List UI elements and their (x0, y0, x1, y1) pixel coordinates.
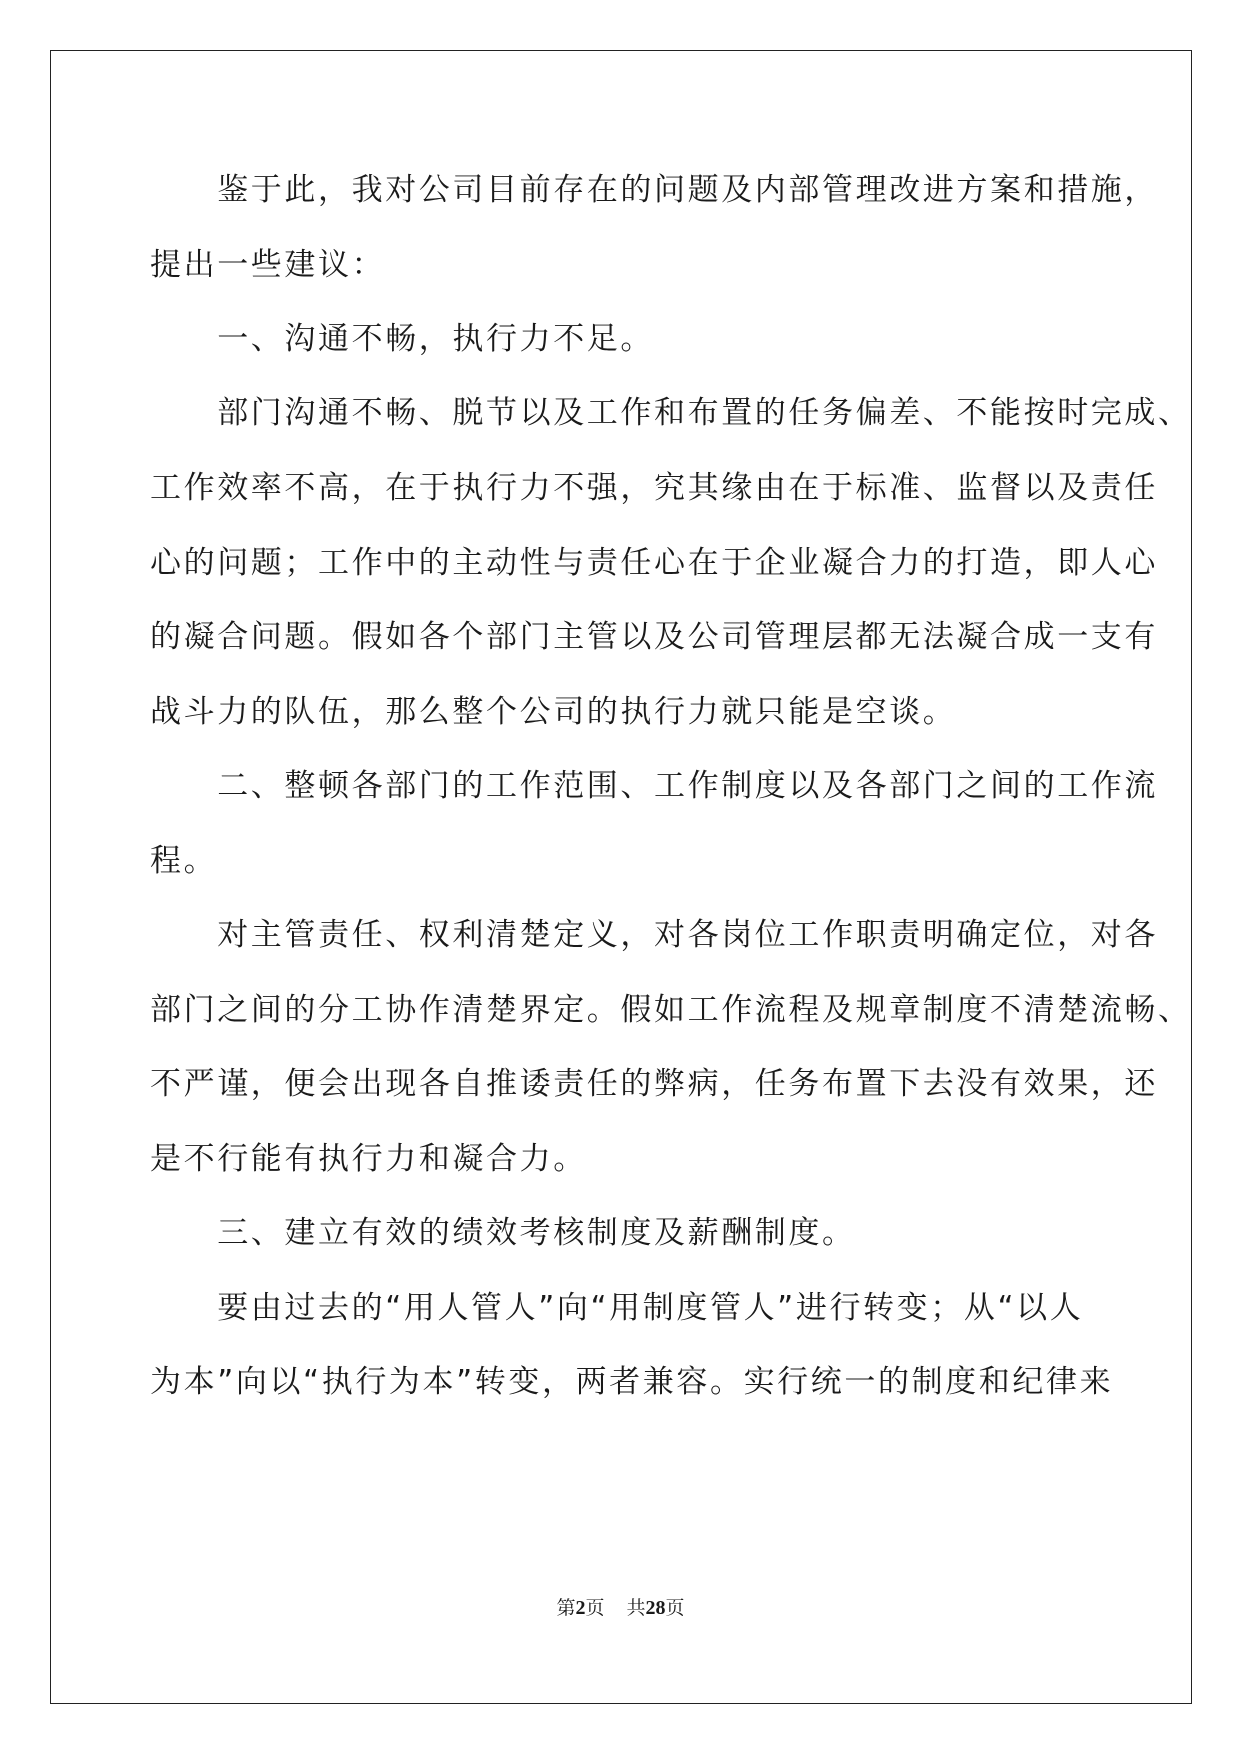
text-line: 部门沟通不畅、脱节以及工作和布置的任务偏差、不能按时完成、 (150, 395, 1192, 431)
text-line: 提出一些建议： (150, 247, 386, 283)
total-suffix: 页 (665, 1597, 685, 1619)
page-prefix: 第 (556, 1597, 576, 1619)
text-line: 心的问题；工作中的主动性与责任心在于企业凝合力的打造，即人心 (150, 545, 1158, 581)
text-line: 为本”向以“执行为本”转变，两者兼容。实行统一的制度和纪律来 (150, 1364, 1114, 1400)
text-line: 不严谨，便会出现各自推诿责任的弊病，任务布置下去没有效果，还 (150, 1066, 1158, 1102)
section-heading: 二、整顿各部门的工作范围、工作制度以及各部门之间的工作流 (150, 768, 1158, 804)
text-line: 是不行能有执行力和凝合力。 (150, 1141, 587, 1177)
text-line: 鉴于此，我对公司目前存在的问题及内部管理改进方案和措施， (150, 172, 1158, 208)
text-line: 战斗力的队伍，那么整个公司的执行力就只能是空谈。 (150, 694, 957, 730)
text-line: 对主管责任、权利清楚定义，对各岗位工作职责明确定位，对各 (150, 917, 1158, 953)
page-suffix: 页 (585, 1597, 605, 1619)
page-footer (0, 1596, 1241, 1620)
text-line: 程。 (150, 843, 218, 879)
text-line: 部门之间的分工协作清楚界定。假如工作流程及规章制度不清楚流畅、 (150, 992, 1192, 1028)
text-line: 工作效率不高，在于执行力不强，究其缘由在于标准、监督以及责任 (150, 470, 1158, 506)
text-line: 要由过去的“用人管人”向“用制度管人”进行转变；从“以人 (150, 1290, 1084, 1326)
total-prefix: 共 (626, 1597, 646, 1619)
page-number: 2 (575, 1597, 586, 1619)
text-line: 的凝合问题。假如各个部门主管以及公司管理层都无法凝合成一支有 (150, 619, 1158, 655)
section-heading: 三、建立有效的绩效考核制度及薪酬制度。 (150, 1215, 856, 1251)
section-heading: 一、沟通不畅，执行力不足。 (150, 321, 654, 357)
page-total: 28 (645, 1597, 666, 1619)
